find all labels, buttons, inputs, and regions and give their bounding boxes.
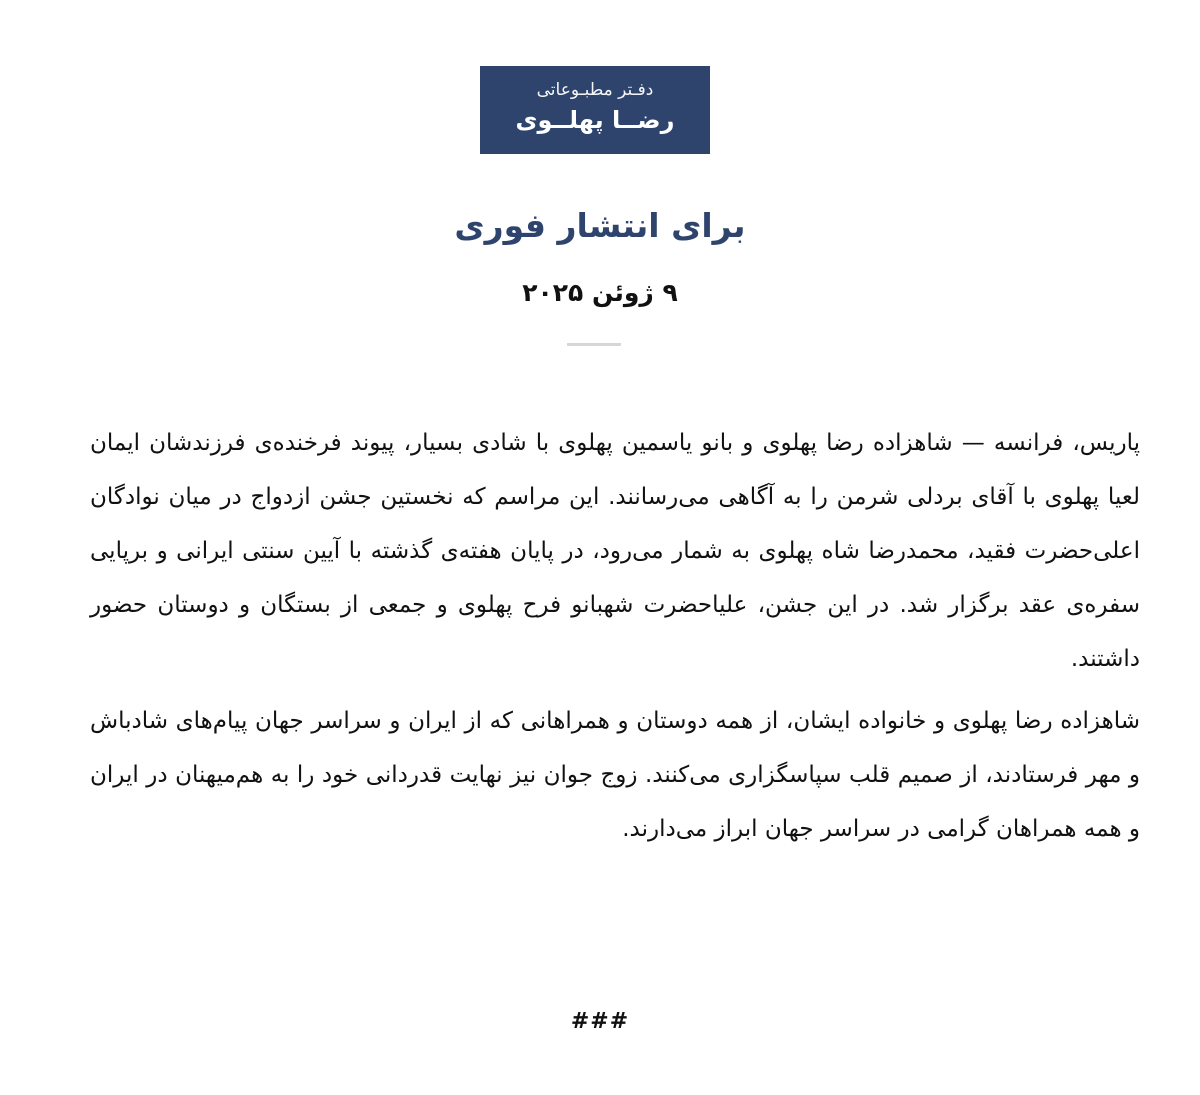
release-body [90, 416, 1140, 864]
logo-office-label: دفـتر مطبـوعاتی [536, 80, 654, 100]
end-of-release-mark: ### [570, 1009, 630, 1034]
body-paragraph-2: شاهزاده رضا پهلوی و خانواده ایشان، از همه دوستان و همراهانی که از ایران و سراسر جهان پیام‌های شادباش و مهر فرستادند، از صمیم قلب سپاسگزاری می‌کنند. زوج جوان نیز نهایت قدردانی خود را به هم‌میهنان در ایران و همه همراهان گرامی در سراسر جهان ابراز می‌دارند. [90, 708, 1140, 842]
release-date: ۹ ژوئن ۲۰۲۵ [522, 278, 678, 307]
logo-name-label: رضــا پهلــوی [515, 106, 675, 134]
section-divider [567, 343, 621, 346]
body-paragraph-1: پاریس، فرانسه — شاهزاده رضا پهلوی و بانو یاسمین پهلوی با شادی بسیار، پیوند فرخنده‌ی فرزندشان ایمان لعیا پهلوی با آقای بردلی شرمن را به آگاهی می‌رسانند. این مراسم که نخستین جشن ازدواج در میان نوادگان اعلی‌حضرت فقید، محمدرضا شاه پهلوی به شمار می‌رود، در پایان هفته‌ی گذشته با آیین سنتی ایرانی و برپایی سفره‌ی عقد برگزار شد. در این جشن، علیاحضرت شهبانو فرح پهلوی و جمعی از بستگان و دوستان حضور داشتند. [90, 430, 1140, 672]
press-office-logo [480, 66, 710, 154]
release-heading: برای انتشار فوری [454, 206, 746, 245]
